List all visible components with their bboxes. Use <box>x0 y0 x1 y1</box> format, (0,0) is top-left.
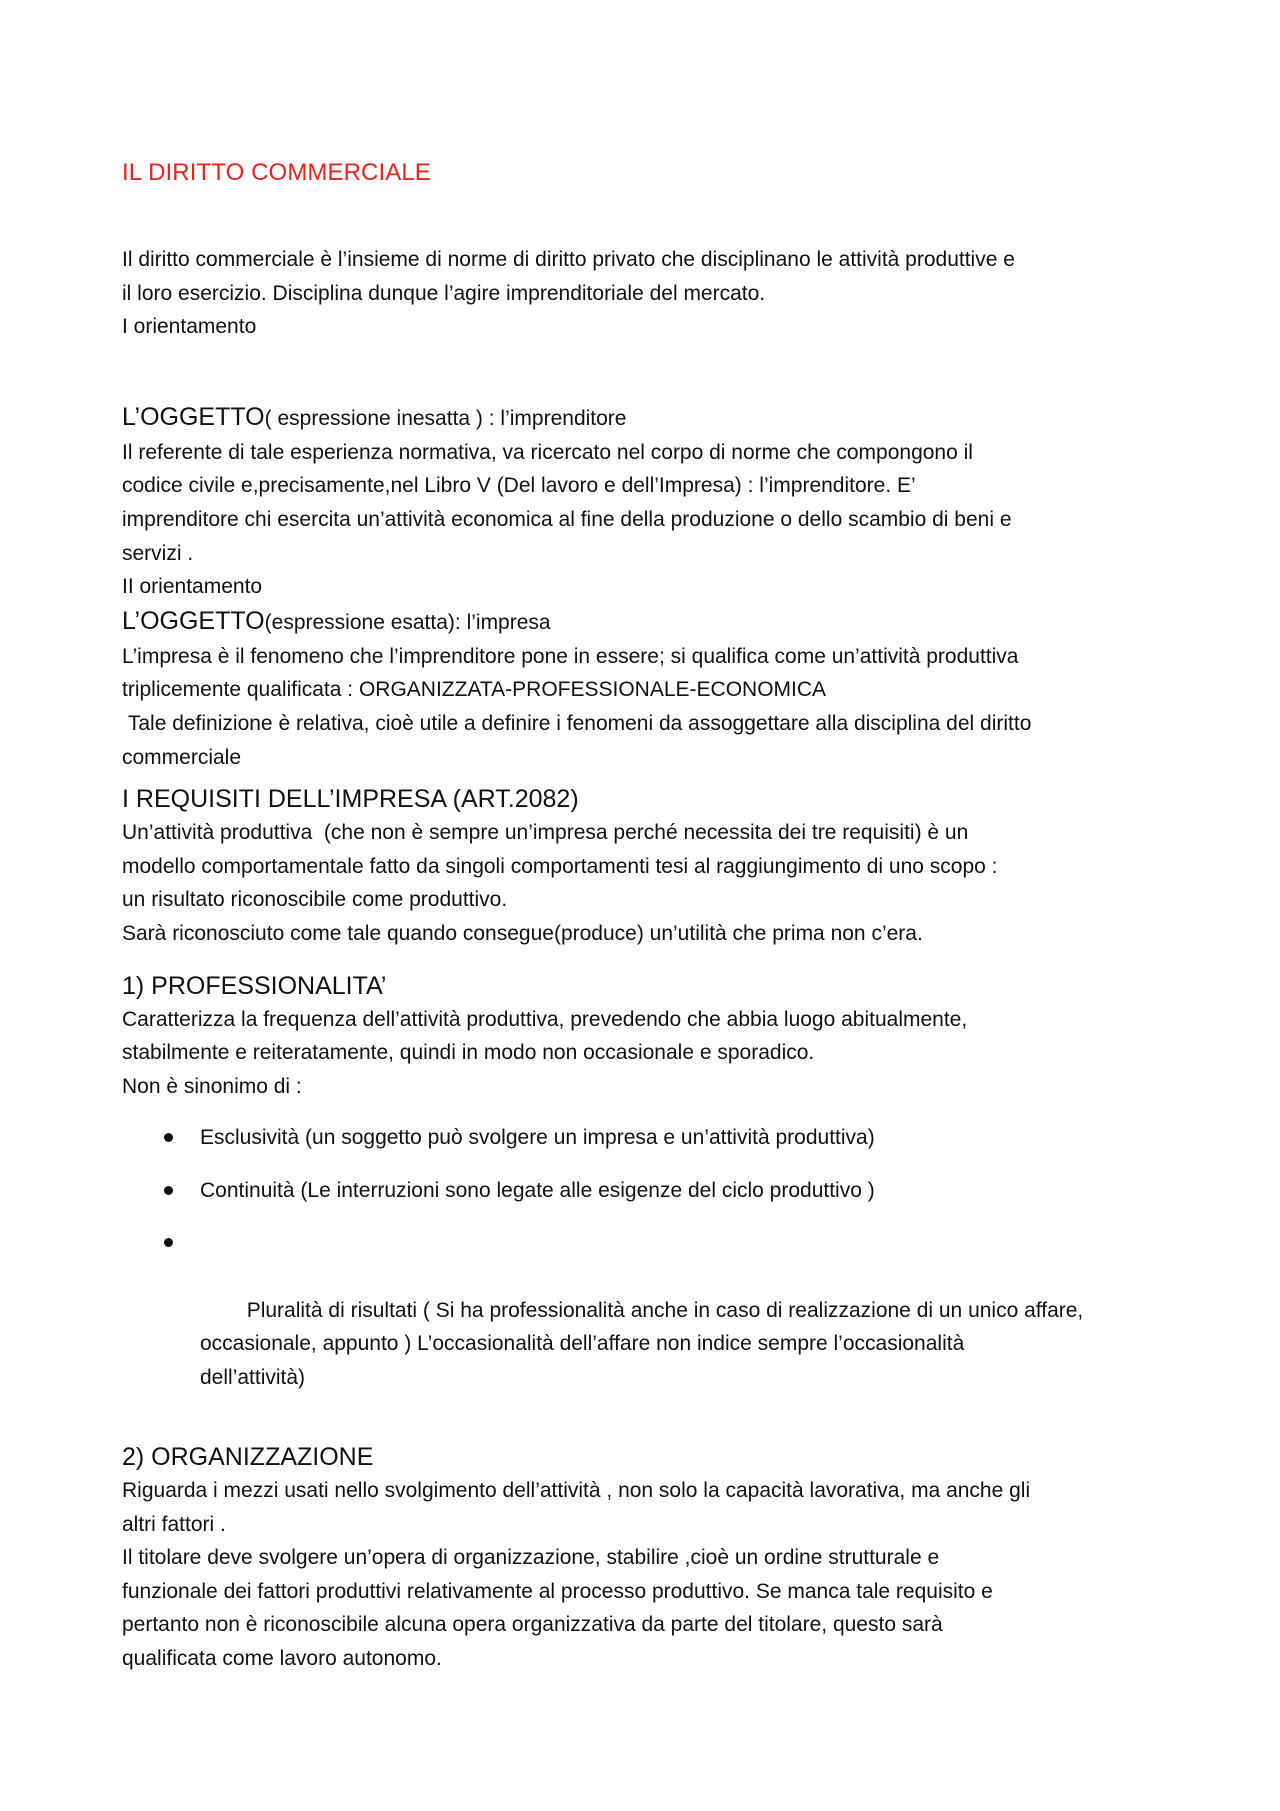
bullet-dot-icon <box>164 1186 173 1195</box>
professionalita-paragraph: Caratterizza la frequenza dell’attività produttiva, prevedendo che abbia luogo abitualmente, stabilmente e reiteratamente, quindi in modo non occasionale e sporadico. Non è sinonimo di : <box>122 1007 968 1098</box>
requisiti-heading: I REQUISITI DELL’IMPRESA (ART.2082) <box>122 785 579 814</box>
oggetto-heading-2 <box>122 604 1172 640</box>
document-title: IL DIRITTO COMMERCIALE <box>122 159 431 186</box>
oggetto-paragraph-1: Il referente di tale esperienza normativa, va ricercato nel corpo di norme che compongono il codice civile e,precisamente,nel Libro V (Del lavoro e dell’Impresa) : l’imprenditore. E’ imprenditore chi esercita un’attività economica al fine della produzione o dello scambio di beni e servizi . <box>122 440 1012 565</box>
bullet-text: Esclusività (un soggetto può svolgere un impresa e un’attività produttiva) <box>200 1126 875 1150</box>
bullet-item <box>122 1226 1172 1428</box>
oggetto-heading-2-main: L’OGGETTO <box>122 606 265 635</box>
bullet-dot-icon <box>164 1133 173 1142</box>
organizzazione-heading: 2) ORGANIZZAZIONE <box>122 1443 374 1472</box>
bullet-item <box>122 1174 1172 1208</box>
organizzazione-paragraph: Riguarda i mezzi usati nello svolgimento dell’attività , non solo la capacità lavorativa, ma anche gli altri fattori . Il titolare deve svolgere un’opera di organizzazione, stabilire ,cioè un ordine strutturale e funzionale dei fattori produttivi relativamente al processo produttivo. Se manca tale requisito e pertanto non è riconoscibile alcuna opera organizzativa da parte del titolare, questo sarà qualificata come lavoro autonomo. <box>122 1479 1031 1670</box>
intro-line-3: I orientamento <box>122 315 257 339</box>
oggetto-heading-2-sub: (espressione esatta): l’impresa <box>264 610 551 634</box>
professionalita-heading: 1) PROFESSIONALITA’ <box>122 971 387 1000</box>
oggetto-heading-1 <box>122 400 1172 436</box>
oggetto-heading-1-main: L’OGGETTO <box>122 402 265 431</box>
professionalita-bullet-list <box>122 1121 1172 1428</box>
bullet-dot-icon <box>164 1238 173 1247</box>
orientamento-2-label: II orientamento <box>122 575 263 599</box>
bullet-text: Continuità (Le interruzioni sono legate alle esigenze del ciclo produttivo ) <box>200 1178 875 1202</box>
oggetto-heading-1-sub: ( espressione inesatta ) : l’imprenditore <box>264 406 627 430</box>
oggetto-paragraph-2: L’impresa è il fenomeno che l’imprenditore pone in essere; si qualifica come un’attività produttiva triplicemente qualificata : ORGANIZZATA-PROFESSIONALE-ECONOMICA Tale definizione è relativa, cioè utile a definire i fenomeni da assoggettare alla disciplina del diritto commerciale <box>122 644 1032 769</box>
document-body <box>122 150 1172 1676</box>
intro-line-2: il loro esercizio. Disciplina dunque l’agire imprenditoriale del mercato. <box>122 281 766 305</box>
intro-line-1: Il diritto commerciale è l’insieme di norme di diritto privato che disciplinano le attività produttive e <box>122 248 1015 271</box>
requisiti-paragraph: Un’attività produttiva (che non è sempre un’impresa perché necessita dei tre requisiti) è un modello comportamentale fatto da singoli comportamenti tesi al raggiungimento di uno scopo : un risultato riconoscibile come produttivo. Sarà riconosciuto come tale quando consegue(produce) un’utilità che prima non c’era. <box>122 821 998 945</box>
bullet-text: Pluralità di risultati ( Si ha professionalità anche in caso di realizzazione di un unico affare, occasionale, appunto ) L’occasionalità dell’affare non indice sempre l’occasionalità dell’attività) <box>200 1298 1084 1389</box>
bullet-item <box>122 1121 1172 1155</box>
